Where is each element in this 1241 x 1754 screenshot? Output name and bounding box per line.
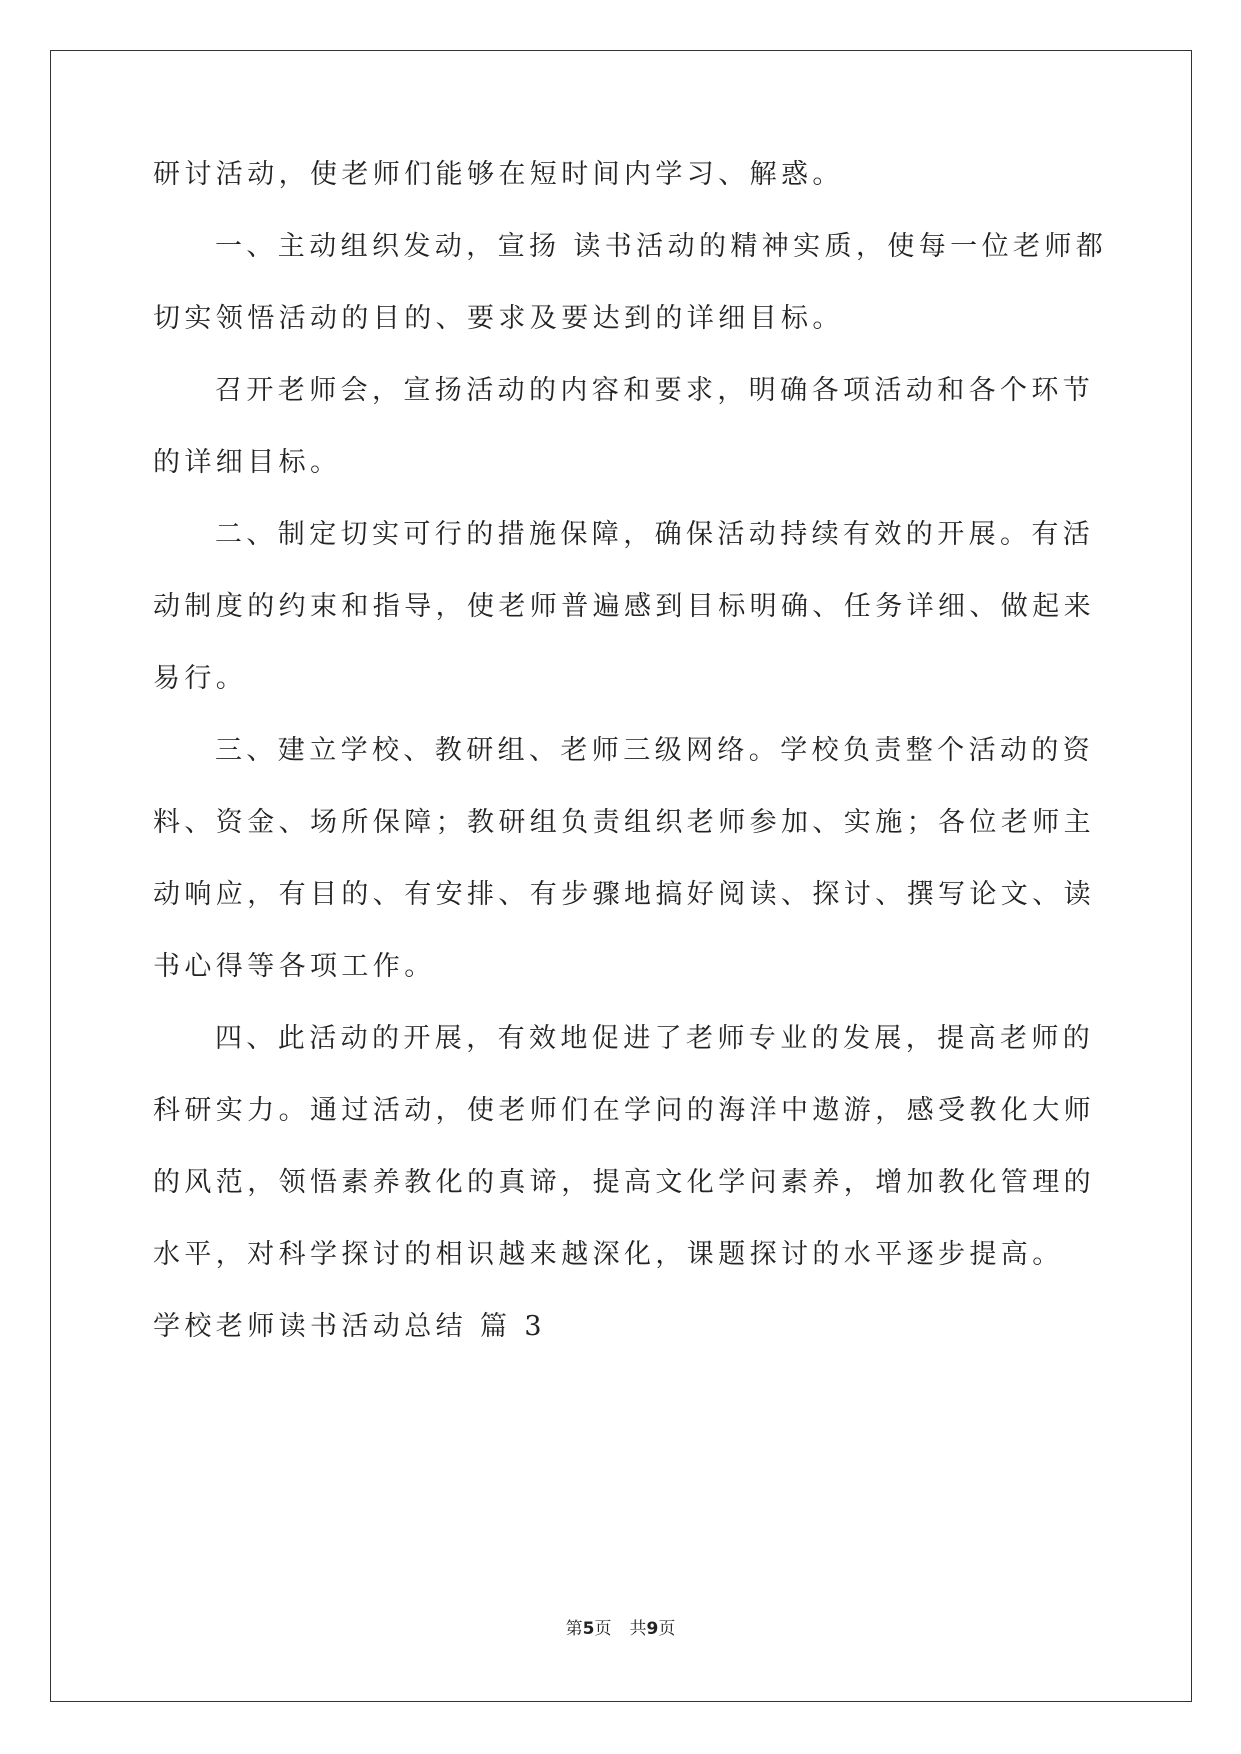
paragraph-line: 的风范，领悟素养教化的真谛，提高文化学问素养，增加教化管理的 (153, 1167, 1095, 1198)
paragraph-line: 动制度的约束和指导，使老师普遍感到目标明确、任务详细、做起来 (153, 591, 1095, 622)
paragraph-line: 研讨活动，使老师们能够在短时间内学习、解惑。 (153, 159, 844, 190)
current-page-number: 5 (582, 1619, 595, 1639)
paragraph-line: 动响应，有目的、有安排、有步骤地搞好阅读、探讨、撰写论文、读 (153, 879, 1095, 910)
paragraph-line: 水平，对科学探讨的相识越来越深化，课题探讨的水平逐步提高。 (153, 1239, 1064, 1270)
paragraph-line: 切实领悟活动的目的、要求及要达到的详细目标。 (153, 303, 844, 334)
total-page-count: 9 (646, 1619, 659, 1639)
paragraph-line: 书心得等各项工作。 (153, 951, 436, 982)
total-pages-suffix: 页 (658, 1619, 676, 1639)
paragraph-line: 四、此活动的开展，有效地促进了老师专业的发展，提高老师的 (215, 1023, 1095, 1054)
paragraph-line: 料、资金、场所保障；教研组负责组织老师参加、实施；各位老师主 (153, 807, 1095, 838)
page-number-prefix: 第 (565, 1619, 583, 1639)
paragraph-line: 科研实力。通过活动，使老师们在学问的海洋中遨游，感受教化大师 (153, 1095, 1095, 1126)
total-pages-prefix: 共 (629, 1619, 647, 1639)
section-heading: 学校老师读书活动总结 篇 3 (153, 1311, 546, 1342)
paragraph-line: 三、建立学校、教研组、老师三级网络。学校负责整个活动的资 (215, 735, 1095, 766)
paragraph-line: 易行。 (153, 663, 248, 694)
page-border (50, 50, 1192, 1702)
page-footer (0, 1619, 1241, 1639)
paragraph-line: 召开老师会，宣扬活动的内容和要求，明确各项活动和各个环节 (215, 375, 1095, 406)
paragraph-line: 一、主动组织发动，宣扬 读书活动的精神实质，使每一位老师都 (215, 231, 1108, 262)
paragraph-line: 二、制定切实可行的措施保障，确保活动持续有效的开展。有活 (215, 519, 1095, 550)
page-number-suffix: 页 (594, 1619, 612, 1639)
paragraph-line: 的详细目标。 (153, 447, 342, 478)
